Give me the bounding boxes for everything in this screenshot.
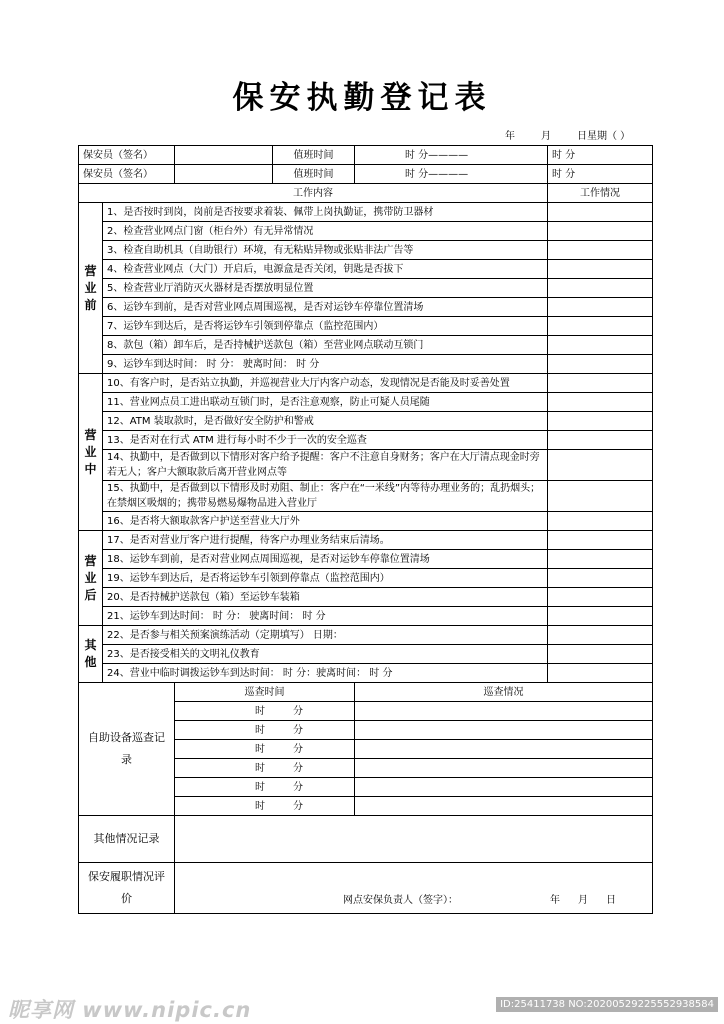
- checklist-row: [79, 531, 653, 550]
- atm-check-hour: 时: [255, 743, 265, 755]
- evaluation-signer-label: 网点安保负责人（签字）：: [343, 895, 458, 906]
- atm-check-time-field[interactable]: [175, 759, 355, 778]
- work-status-field[interactable]: [548, 393, 653, 412]
- evaluation-field[interactable]: [175, 863, 653, 914]
- atm-check-hour: 时: [255, 762, 265, 774]
- checklist-item-text: 22、是否参与相关预案演练活动（定期填写） 日期：: [103, 626, 548, 645]
- checklist-row: [79, 393, 653, 412]
- atm-check-minute: 分: [293, 762, 303, 774]
- duty-register-table: [78, 145, 653, 914]
- checklist-row: [79, 222, 653, 241]
- work-status-field[interactable]: [548, 336, 653, 355]
- other-record-label: 其他情况记录: [79, 816, 175, 863]
- work-status-header: 工作情况: [548, 184, 653, 203]
- checklist-item-text: 21、运钞车到达时间： 时 分： 驶离时间： 时 分: [103, 607, 548, 626]
- work-status-field[interactable]: [548, 626, 653, 645]
- atm-check-time-header: 巡查时间: [175, 683, 355, 702]
- guard-signature-label: 保安员（签名）: [79, 165, 175, 184]
- date-line: [505, 127, 630, 142]
- guard-row-2: [79, 165, 653, 184]
- checklist-item-text: 9、运钞车到达时间： 时 分： 驶离时间： 时 分: [103, 355, 548, 374]
- checklist-item-text: 19、运钞车到达后，是否将运钞车引领到停靠点（监控范围内）: [103, 569, 548, 588]
- page-title: 保安执勤登记表: [232, 80, 492, 116]
- checklist-item-text: 24、营业中临时调拨运钞车到达时间： 时 分：驶离时间： 时 分: [103, 664, 548, 683]
- work-status-field[interactable]: [548, 550, 653, 569]
- evaluation-label: 保安履职情况评价: [79, 863, 175, 914]
- checklist-item-text: 10、有客户时，是否站立执勤，并巡视营业大厅内客户动态，发现情况是否能及时妥善处置: [103, 374, 548, 393]
- checklist-item-text: 11、营业网点员工进出联动互锁门时，是否注意观察，防止可疑人员尾随: [103, 393, 548, 412]
- atm-check-status-field[interactable]: [355, 740, 653, 759]
- checklist-row: [79, 664, 653, 683]
- checklist-row: [79, 355, 653, 374]
- guard-signature-label: 保安员（签名）: [79, 146, 175, 165]
- checklist-item-text: 18、运钞车到前，是否对营业网点周围巡视，是否对运钞车停靠位置清场: [103, 550, 548, 569]
- atm-check-status-field[interactable]: [355, 759, 653, 778]
- atm-check-minute: 分: [293, 724, 303, 736]
- checklist-item-text: 15、执勤中，是否做到以下情形及时劝阻、制止：客户在“一米线”内等待办理业务的；乱扔烟头；在禁烟区吸烟的；携带易燃易爆物品进入营业厅: [103, 481, 548, 512]
- other-record-row: [79, 816, 653, 863]
- guard-signature-field[interactable]: [175, 165, 273, 184]
- work-status-field[interactable]: [548, 569, 653, 588]
- atm-check-hour: 时: [255, 705, 265, 717]
- work-status-field[interactable]: [548, 512, 653, 531]
- checklist-row: [79, 374, 653, 393]
- work-status-field[interactable]: [548, 317, 653, 336]
- evaluation-year: 年: [550, 895, 560, 906]
- work-status-field[interactable]: [548, 298, 653, 317]
- checklist-item-text: 23、是否接受相关的文明礼仪教育: [103, 645, 548, 664]
- atm-check-minute: 分: [293, 705, 303, 717]
- date-day-week: 日星期（ ）: [577, 131, 631, 142]
- work-status-field[interactable]: [548, 431, 653, 450]
- work-status-field[interactable]: [548, 222, 653, 241]
- checklist-item-text: 7、运钞车到达后，是否将运钞车引领到停靠点（监控范围内）: [103, 317, 548, 336]
- checklist-row: [79, 317, 653, 336]
- checklist-item-text: 8、款包（箱）卸车后，是否持械护送款包（箱）至营业网点联动互锁门: [103, 336, 548, 355]
- atm-check-status-field[interactable]: [355, 797, 653, 816]
- checklist-row: [79, 260, 653, 279]
- checklist-item-text: 5、检查营业厅消防灭火器材是否摆放明显位置: [103, 279, 548, 298]
- atm-check-status-field[interactable]: [355, 778, 653, 797]
- section-label: 营业中: [79, 374, 103, 531]
- section-label: 营业后: [79, 531, 103, 626]
- work-status-field[interactable]: [548, 241, 653, 260]
- date-year: 年: [505, 131, 515, 142]
- work-status-field[interactable]: [548, 664, 653, 683]
- checklist-item-text: 17、是否对营业厅客户进行提醒，待客户办理业务结束后清场。: [103, 531, 548, 550]
- atm-check-time-field[interactable]: [175, 702, 355, 721]
- checklist-row: [79, 298, 653, 317]
- checklist-row: [79, 336, 653, 355]
- checklist-row: [79, 412, 653, 431]
- section-label: 营业前: [79, 203, 103, 374]
- shift-time-label: 值班时间: [273, 165, 355, 184]
- section-label: 其他: [79, 626, 103, 683]
- atm-check-minute: 分: [293, 781, 303, 793]
- checklist-item-text: 3、检查自助机具（自助银行）环境，有无粘贴异物或张贴非法广告等: [103, 241, 548, 260]
- checklist-row: [79, 607, 653, 626]
- date-month: 月: [541, 131, 551, 142]
- work-status-field[interactable]: [548, 531, 653, 550]
- evaluation-row: [79, 863, 653, 914]
- checklist-item-text: 14、执勤中，是否做到以下情形对客户给予提醒：客户不注意自身财务；客户在大厅清点现金时旁若无人；客户大额取款后离开营业网点等: [103, 450, 548, 481]
- atm-check-status-field[interactable]: [355, 702, 653, 721]
- checklist-item-text: 20、是否持械护送款包（箱）至运钞车装箱: [103, 588, 548, 607]
- shift-end-time[interactable]: 时 分: [548, 146, 653, 165]
- atm-check-time-field[interactable]: [175, 721, 355, 740]
- work-status-field[interactable]: [548, 607, 653, 626]
- atm-check-minute: 分: [293, 743, 303, 755]
- work-status-field[interactable]: [548, 374, 653, 393]
- work-status-field[interactable]: [548, 412, 653, 431]
- evaluation-day: 日: [606, 895, 616, 906]
- checklist-item-text: 2、检查营业网点门窗（柜台外）有无异常情况: [103, 222, 548, 241]
- checklist-row: [79, 550, 653, 569]
- atm-check-status-field[interactable]: [355, 721, 653, 740]
- checklist-item-text: 1、是否按时到岗，岗前是否按要求着装、佩带上岗执勤证，携带防卫器材: [103, 203, 548, 222]
- shift-end-time[interactable]: 时 分: [548, 165, 653, 184]
- atm-check-time-field[interactable]: [175, 740, 355, 759]
- atm-check-time-field[interactable]: [175, 778, 355, 797]
- checklist-item-text: 6、运钞车到前，是否对营业网点周围巡视，是否对运钞车停靠位置清场: [103, 298, 548, 317]
- atm-check-minute: 分: [293, 800, 303, 812]
- atm-check-status-header: 巡查情况: [355, 683, 653, 702]
- guard-row-1: [79, 146, 653, 165]
- work-status-field[interactable]: [548, 279, 653, 298]
- atm-check-time-field[interactable]: [175, 797, 355, 816]
- checklist-row: [79, 203, 653, 222]
- atm-check-hour: 时: [255, 800, 265, 812]
- checklist-row: [79, 279, 653, 298]
- checklist-row: [79, 431, 653, 450]
- checklist-row: [79, 481, 653, 512]
- signature-line: [343, 892, 634, 909]
- atm-check-hour: 时: [255, 724, 265, 736]
- work-status-field[interactable]: [548, 355, 653, 374]
- checklist-row: [79, 645, 653, 664]
- checklist-row: [79, 626, 653, 645]
- work-status-field[interactable]: [548, 450, 653, 481]
- work-status-field[interactable]: [548, 481, 653, 512]
- work-status-field[interactable]: [548, 588, 653, 607]
- work-status-field[interactable]: [548, 260, 653, 279]
- shift-start-time[interactable]: 时 分————: [355, 146, 548, 165]
- checklist-row: [79, 241, 653, 260]
- shift-time-label: 值班时间: [273, 146, 355, 165]
- work-status-field[interactable]: [548, 645, 653, 664]
- guard-signature-field[interactable]: [175, 146, 273, 165]
- work-status-field[interactable]: [548, 203, 653, 222]
- checklist-row: [79, 512, 653, 531]
- checklist-item-text: 12、ATM 装取款时，是否做好安全防护和警戒: [103, 412, 548, 431]
- checklist-item-text: 13、是否对在行式 ATM 进行每小时不少于一次的安全巡查: [103, 431, 548, 450]
- watermark-logo: 昵享网 www.nipic.cn: [8, 998, 252, 1022]
- checklist-row: [79, 569, 653, 588]
- checklist-row: [79, 588, 653, 607]
- checklist-row: [79, 450, 653, 481]
- evaluation-month: 月: [578, 895, 588, 906]
- atm-check-hour: 时: [255, 781, 265, 793]
- shift-start-time[interactable]: 时 分————: [355, 165, 548, 184]
- column-header-row: [79, 184, 653, 203]
- other-record-field[interactable]: [175, 816, 653, 863]
- checklist-item-text: 4、检查营业网点（大门）开启后，电源盒是否关闭，钥匙是否拔下: [103, 260, 548, 279]
- work-content-header: 工作内容: [79, 184, 548, 203]
- checklist-item-text: 16、是否将大额取款客户护送至营业大厅外: [103, 512, 548, 531]
- atm-check-header-row: [79, 683, 653, 702]
- watermark-id: ID:25411738 NO:20200529225552938584: [496, 997, 718, 1012]
- atm-check-label: 自助设备巡查记录: [79, 683, 175, 816]
